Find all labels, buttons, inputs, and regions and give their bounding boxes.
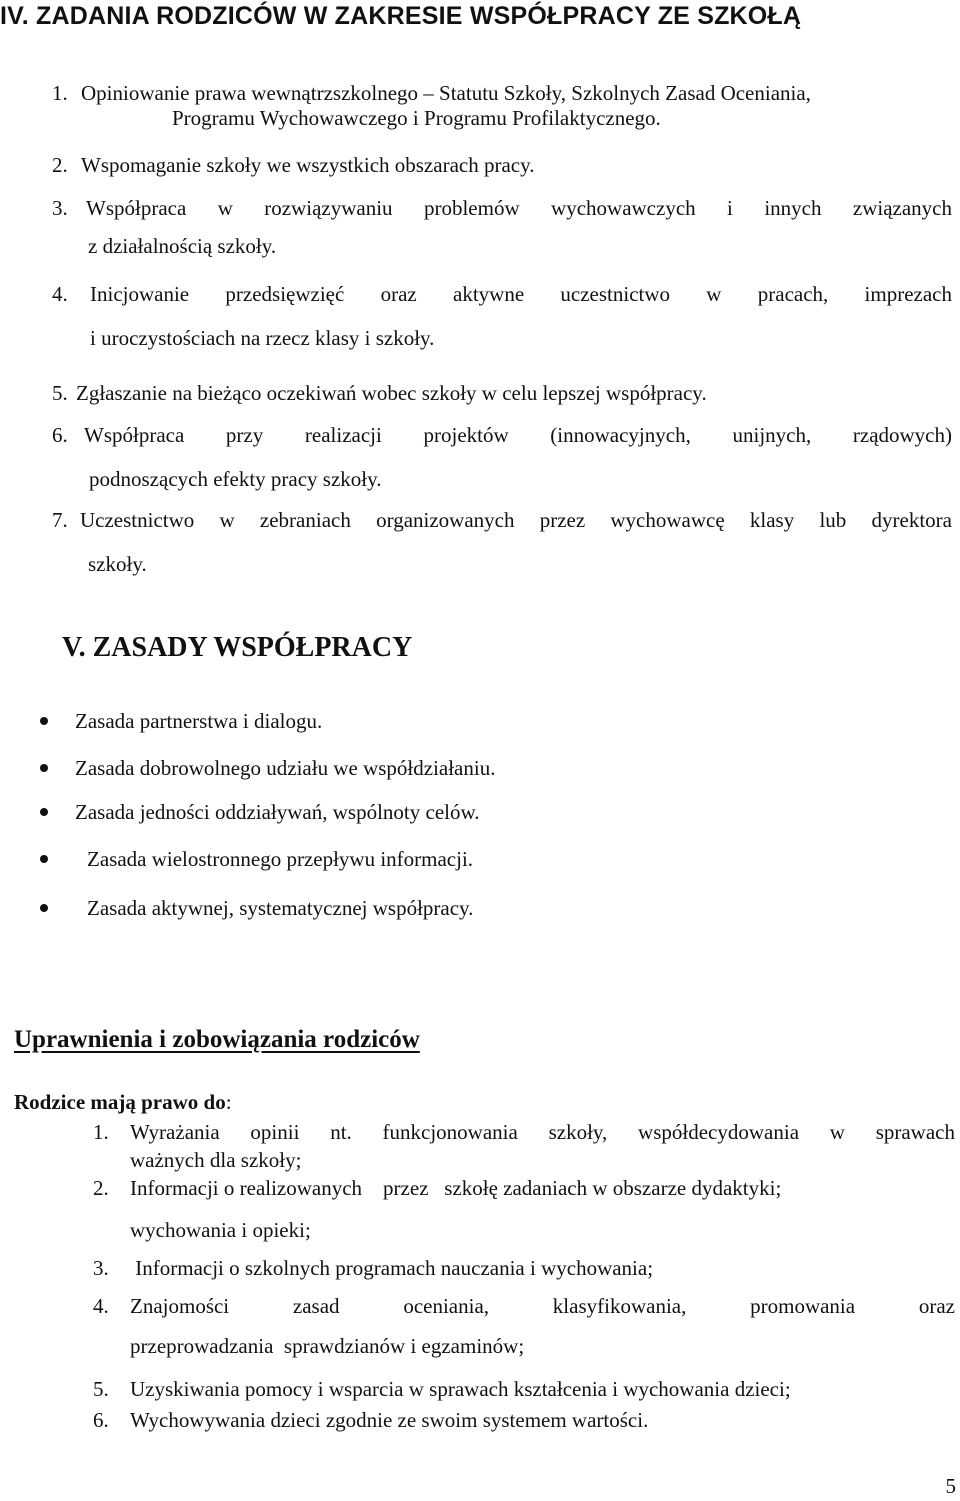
section-v-heading: V. ZASADY WSPÓŁPRACY [62, 632, 413, 663]
right-text-line1: Wychowywania dzieci zgodnie ze swoim systemem wartości. [130, 1408, 649, 1432]
task-text-line1: Zgłaszanie na bieżąco oczekiwań wobec szkoły w celu lepszej współpracy. [76, 381, 707, 405]
principle-item: Zasada aktywnej, systematycznej współpracy. [87, 896, 474, 920]
task-number: 5. [52, 381, 68, 405]
task-number: 3. [52, 196, 68, 220]
right-number: 1. [93, 1120, 109, 1144]
page-number: 5 [945, 1474, 956, 1498]
task-text-line2: podnoszących efekty pracy szkoły. [89, 467, 382, 491]
task-text-line2: z działalnością szkoły. [88, 234, 277, 258]
principle-item: Zasada jedności oddziaływań, wspólnoty celów. [75, 800, 480, 824]
right-text-line1: Znajomości zasad oceniania, klasyfikowania, promowania oraz [130, 1294, 955, 1318]
task-text-line2: szkoły. [88, 552, 147, 576]
task-text-line1: Współpraca w rozwiązywaniu problemów wychowawczych i innych związanych [86, 196, 952, 220]
task-text-line2: i uroczystościach na rzecz klasy i szkoły. [90, 326, 435, 350]
task-text-line1: Opiniowanie prawa wewnątrzszkolnego – Statutu Szkoły, Szkolnych Zasad Oceniania, [81, 81, 811, 105]
section-iv-heading: IV. ZADANIA RODZICÓW W ZAKRESIE WSPÓŁPRACY ZE SZKOŁĄ [0, 2, 802, 30]
bullet-icon [40, 808, 48, 816]
principle-item: Zasada wielostronnego przepływu informacji. [87, 847, 474, 871]
section-title: Uprawnienia i zobowiązania rodziców [14, 1026, 420, 1053]
task-number: 2. [52, 153, 68, 177]
right-text-line1: Informacji o szkolnych programach nauczania i wychowania; [130, 1256, 654, 1280]
right-text-line2: wychowania i opieki; [130, 1218, 311, 1242]
right-text-line2: przeprowadzania sprawdzianów i egzaminów; [130, 1334, 525, 1358]
task-number: 6. [52, 423, 68, 447]
task-text-line2: Programu Wychowawczego i Programu Profilaktycznego. [172, 106, 661, 130]
right-text-line1: Uzyskiwania pomocy i wsparcia w sprawach kształcenia i wychowania dzieci; [130, 1377, 791, 1401]
rights-heading-text: Rodzice mają prawo do [14, 1090, 226, 1114]
task-number: 7. [52, 508, 68, 532]
right-number: 4. [93, 1294, 109, 1318]
right-text-line1: Informacji o realizowanych przez szkołę zadaniach w obszarze dydaktyki; [130, 1176, 782, 1200]
right-number: 2. [93, 1176, 109, 1200]
task-number: 4. [52, 282, 68, 306]
task-text-line1: Inicjowanie przedsięwzięć oraz aktywne uczestnictwo w pracach, imprezach [90, 282, 952, 306]
rights-heading [14, 1090, 232, 1115]
right-number: 5. [93, 1377, 109, 1401]
principle-item: Zasada partnerstwa i dialogu. [75, 709, 323, 733]
bullet-icon [40, 904, 48, 912]
bullet-icon [40, 855, 48, 863]
right-text-line2: ważnych dla szkoły; [130, 1148, 302, 1172]
bullet-icon [40, 764, 48, 772]
rights-heading-colon: : [225, 1090, 232, 1114]
task-text-line1: Współpraca przy realizacji projektów (innowacyjnych, unijnych, rządowych) [84, 423, 952, 447]
right-number: 6. [93, 1408, 109, 1432]
principle-item: Zasada dobrowolnego udziału we współdziałaniu. [75, 756, 496, 780]
right-number: 3. [93, 1256, 109, 1280]
task-text-line1: Uczestnictwo w zebraniach organizowanych przez wychowawcę klasy lub dyrektora [80, 508, 952, 532]
right-text-line1: Wyrażania opinii nt. funkcjonowania szkoły, współdecydowania w sprawach [130, 1120, 955, 1144]
task-text-line1: Wspomaganie szkoły we wszystkich obszarach pracy. [81, 153, 535, 177]
task-number: 1. [52, 81, 68, 105]
bullet-icon [40, 717, 48, 725]
